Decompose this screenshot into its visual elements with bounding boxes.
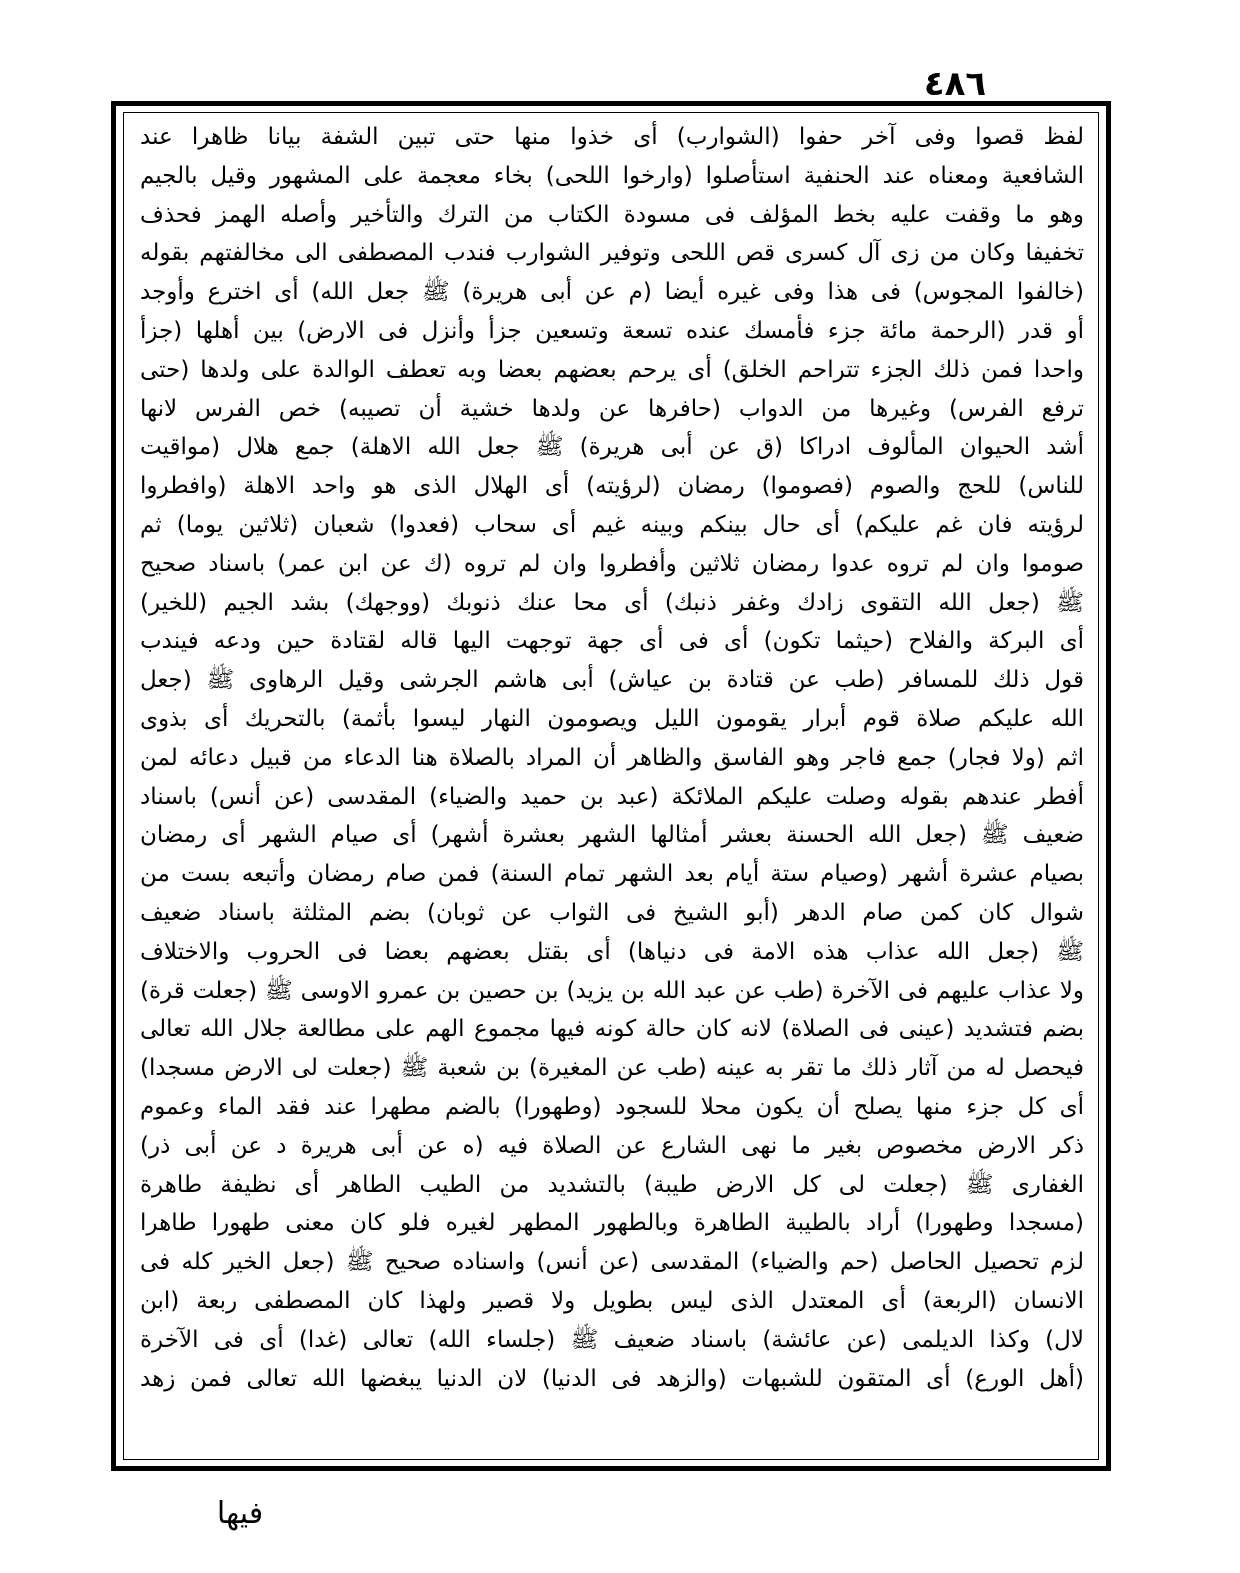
main-text-block (140, 118, 1084, 1463)
text-line: قول ذلك للمسافر (طب عن قتادة بن عياش) أبى هاشم الجرشى وقيل الرهاوى ﷺ (جعل (140, 667, 1084, 694)
text-line: ﷺ (جعل الله التقوى زادك وغفر ذنبك) أى محا عنك ذنوبك (ووجهك) بشد الجيم (للخير) (140, 589, 1084, 616)
text-line: فيحصل له من آثار ذلك ما تقر به عينه (طب عن المغيرة) بن شعبة ﷺ (جعلت لى الارض مسجدا) (140, 1055, 1084, 1082)
text-line: بضم فتشديد (عينى فى الصلاة) لانه كان حالة كونه فيها مجموع الهم على مطالعة جلال الله تعالى (140, 1016, 1084, 1043)
text-line: أشد الحيوان المألوف ادراكا (ق عن أبى هريرة) ﷺ جعل الله الاهلة) جمع هلال (مواقيت (140, 434, 1084, 461)
text-line: ﷺ (جعل الله عذاب هذه الامة فى دنياها) أى بقتل بعضهم بعضا فى الحروب والاختلاف (140, 938, 1084, 965)
text-line: (خالفوا المجوس) فى هذا وفى غيره أيضا (م عن أبى هريرة) ﷺ جعل الله) أى اخترع وأوجد (140, 279, 1084, 306)
text-line: (مسجدا وطهورا) أراد بالطيبة الطاهرة وبالطهور المطهر لغيره فلو كان معنى طهورا طاهرا (140, 1210, 1084, 1237)
text-line: شوال كان كمن صام الدهر (أبو الشيخ فى الثواب عن ثوبان) بضم المثلثة باسناد ضعيف (140, 899, 1084, 926)
text-line: ولا عذاب عليهم فى الآخرة (طب عن عبد الله بن يزيد) بن حصين بن عمرو الاوسى ﷺ (جعلت قرة) (140, 977, 1084, 1004)
catchword: فيها (216, 1496, 264, 1531)
text-line: بصيام عشرة أشهر (وصيام ستة أيام بعد الشهر تمام السنة) فمن صام رمضان وأتبعه بست من (140, 861, 1084, 888)
text-line: الانسان (الربعة) أى المعتدل الذى ليس بطويل ولا قصير ولهذا كان المصطفى ربعة (ابن (140, 1287, 1084, 1314)
text-line: اثم (ولا فجار) جمع فاجر وهو الفاسق والظاهر أن المراد بالصلاة هنا الدعاء من قبيل دعائه لمن (140, 744, 1084, 771)
text-line: واحدا فمن ذلك الجزء تتراحم الخلق) أى يرحم بعضهم بعضا وبه تعطف الوالدة على ولدها (حتى (140, 356, 1084, 383)
text-line: لفظ قصوا وفى آخر حفوا (الشوارب) أى خذوا منها حتى تبين الشفة بيانا ظاهرا عند (140, 124, 1084, 150)
text-line: لال) وكذا الديلمى (عن عائشة) باسناد ضعيف ﷺ (جلساء الله) تعالى (غدا) أى فى الآخرة (140, 1326, 1084, 1353)
text-line: تخفيفا وكان من زى آل كسرى قص اللحى وتوفير الشوارب فندب المصطفى الى مخالفتهم بقوله (140, 240, 1084, 267)
text-line: لزم تحصيل الحاصل (حم والضياء) المقدسى (عن أنس) واسناده صحيح ﷺ (جعل الخير كله فى (140, 1249, 1084, 1276)
text-line: أى البركة والفلاح (حيثما تكون) أى فى أى جهة توجهت اليها قاله لقتادة حين ودعه فيندب (140, 628, 1084, 655)
text-line: الغفارى ﷺ (جعلت لى كل الارض طيبة) بالتشديد من الطيب الطاهر أى نظيفة طاهرة (140, 1171, 1084, 1198)
text-line: أى كل جزء منها يصلح أن يكون محلا للسجود (وطهورا) بالضم مطهرا عند فقد الماء وعموم (140, 1093, 1084, 1120)
text-line: (أهل الورع) أى المتقون للشبهات (والزهد فى الدنيا) لان الدنيا يبغضها الله تعالى فمن زهد (140, 1365, 1084, 1392)
text-line: لرؤيته فان غم عليكم) أى حال بينكم وبينه غيم أى سحاب (فعدوا) شعبان (ثلاثين يوما) ثم (140, 511, 1084, 538)
text-line: ذكر الارض مخصوص بغير ما نهى الشارع عن الصلاة فيه (ه عن أبى هريرة د عن أبى ذر) (140, 1132, 1084, 1159)
text-line: وهو ما وقفت عليه بخط المؤلف فى مسودة الكتاب من الترك والتأخير وأصله الهمز فحذف (140, 201, 1084, 228)
text-line: أو قدر (الرحمة مائة جزء فأمسك عنده تسعة وتسعين جزأ وأنزل فى الارض) بين أهلها (جزأ (140, 317, 1084, 344)
text-line: ترفع الفرس) وغيرها من الدواب (حافرها عن ولدها خشية أن تصيبه) خص الفرس لانها (140, 395, 1084, 422)
text-line: للناس) للحج والصوم (فصوموا) رمضان (لرؤيته) أى الهلال الذى هو واحد الاهلة (وافطروا (140, 473, 1084, 500)
text-line: الله عليكم صلاة قوم أبرار يقومون الليل ويصومون النهار ليسوا بأثمة) بالتحريك أى بذوى (140, 705, 1084, 732)
text-line: أفطر عندهم بقوله وصلت عليكم الملائكة (عبد بن حميد والضياء) المقدسى (عن أنس) باسناد (140, 783, 1084, 810)
text-line: صوموا وان لم تروه عدوا رمضان ثلاثين وأفطروا وان لم تروه (ك عن ابن عمر) باسناد صحيح (140, 550, 1084, 577)
text-line: ضعيف ﷺ (جعل الله الحسنة بعشر أمثالها الشهر بعشرة أشهر) أى صيام الشهر أى رمضان (140, 822, 1084, 849)
page-number: ٤٨٦ (923, 64, 987, 104)
text-line: الشافعية ومعناه عند الحنفية استأصلوا (وارخوا اللحى) بخاء معجمة على المشهور وقيل بالجيم (140, 162, 1084, 189)
